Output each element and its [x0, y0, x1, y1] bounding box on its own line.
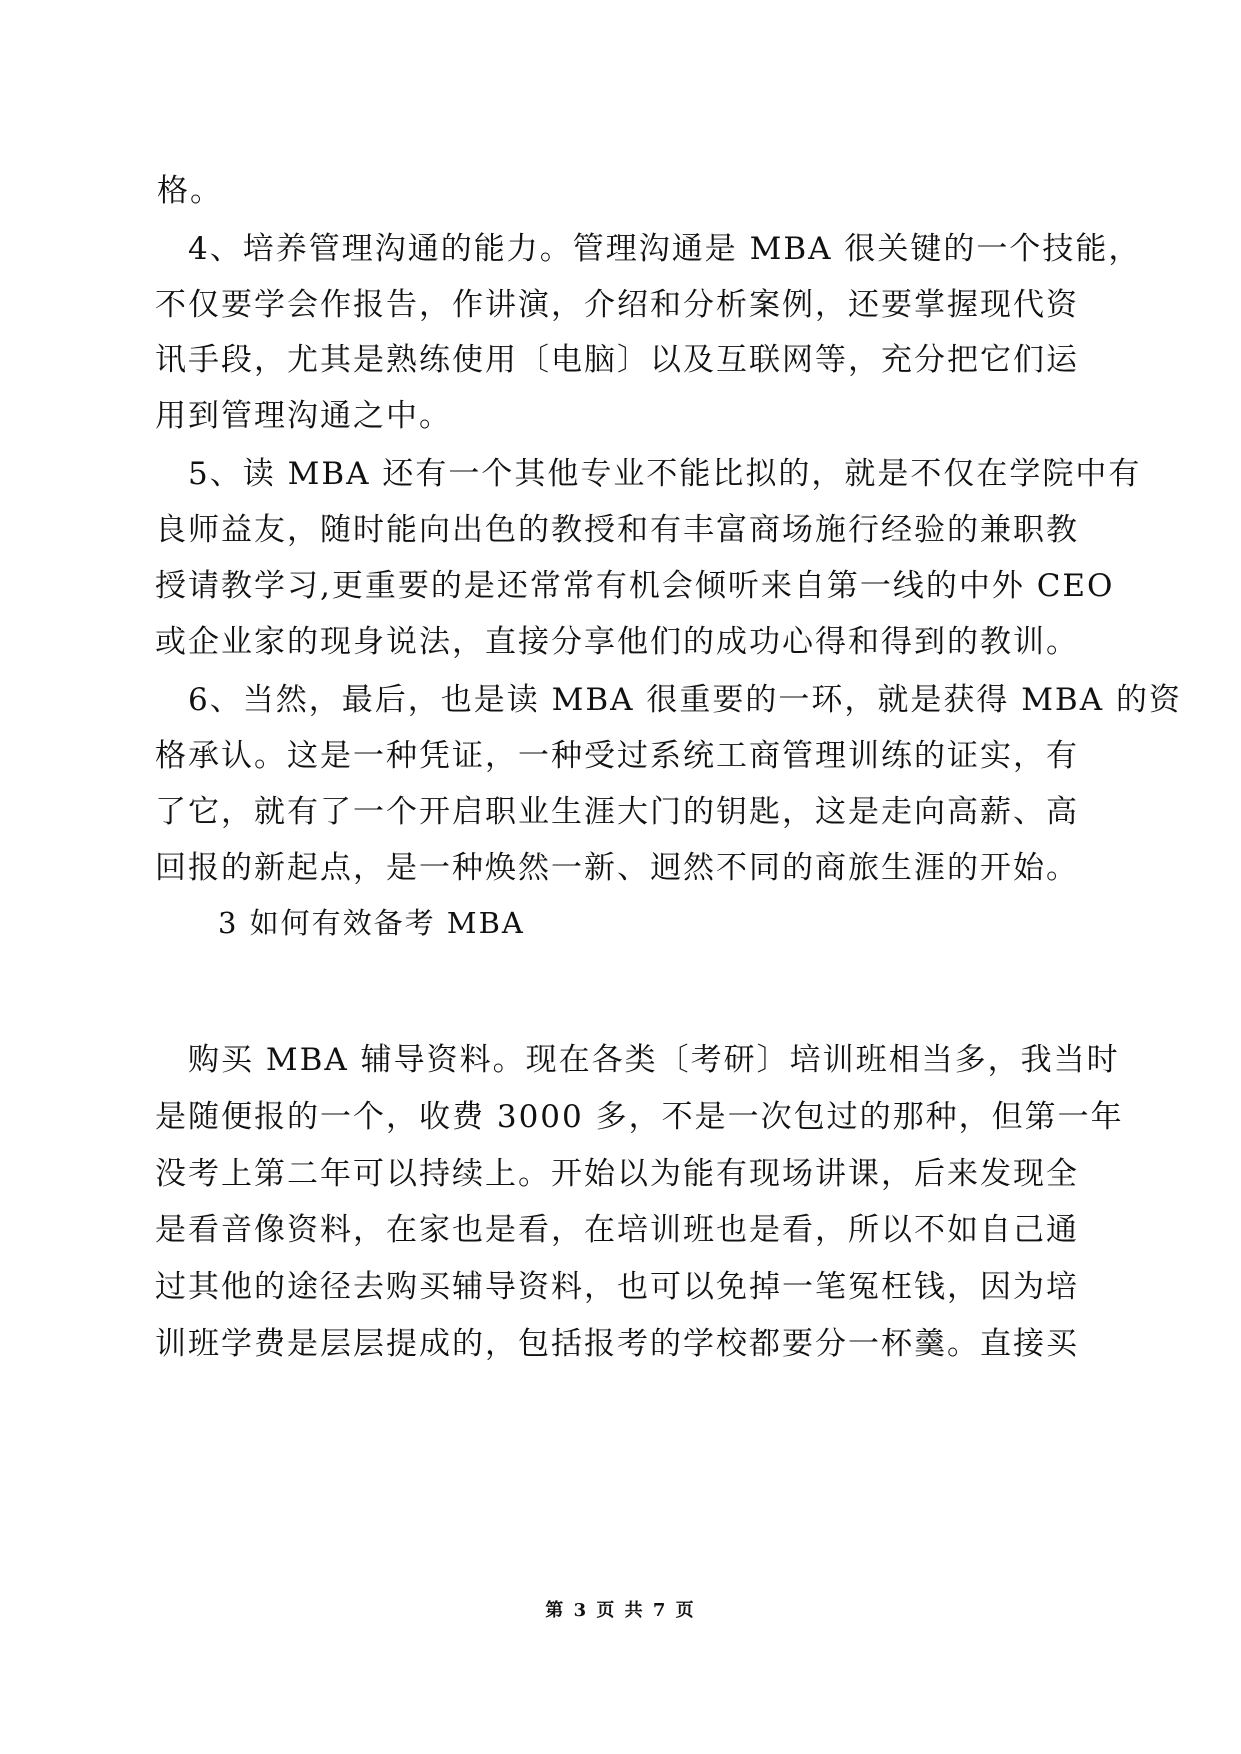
paragraph-line: 是看音像资料，在家也是看，在培训班也是看，所以不如自己通	[155, 1212, 1079, 1248]
paragraph-line: 不仅要学会作报告，作讲演，介绍和分析案例，还要掌握现代资	[155, 287, 1079, 323]
paragraph-line: 授请教学习,更重要的是还常常有机会倾听来自第一线的中外 CEO	[155, 568, 1115, 604]
paragraph-line: 6、当然，最后，也是读 MBA 很重要的一环，就是获得 MBA 的资	[188, 682, 1182, 718]
section-heading: 3 如何有效备考 MBA	[218, 906, 525, 940]
paragraph-line: 用到管理沟通之中。	[155, 398, 452, 434]
paragraph-line: 格承认。这是一种凭证，一种受过系统工商管理训练的证实，有	[155, 738, 1079, 774]
paragraph-line: 购买 MBA 辅导资料。现在各类〔考研〕培训班相当多，我当时	[188, 1042, 1120, 1078]
paragraph-line: 是随便报的一个，收费 3000 多，不是一次包过的那种，但第一年	[155, 1099, 1124, 1135]
paragraph-line: 良师益友，随时能向出色的教授和有丰富商场施行经验的兼职教	[155, 512, 1079, 548]
paragraph-line: 没考上第二年可以持续上。开始以为能有现场讲课，后来发现全	[155, 1156, 1079, 1192]
paragraph-line: 或企业家的现身说法，直接分享他们的成功心得和得到的教训。	[155, 624, 1079, 660]
paragraph-line: 过其他的途径去购买辅导资料，也可以免掉一笔冤枉钱，因为培	[155, 1269, 1079, 1305]
paragraph-line: 了它，就有了一个开启职业生涯大门的钥匙，这是走向高薪、高	[155, 794, 1079, 830]
paragraph-line: 4、培养管理沟通的能力。管理沟通是 MBA 很关键的一个技能，	[188, 231, 1142, 267]
paragraph-line: 训班学费是层层提成的，包括报考的学校都要分一杯羹。直接买	[155, 1326, 1079, 1362]
paragraph-line: 5、读 MBA 还有一个其他专业不能比拟的，就是不仅在学院中有	[188, 456, 1142, 492]
page-number-footer: 第 3 页 共 7 页	[545, 1600, 696, 1621]
paragraph-line: 格。	[157, 173, 223, 209]
paragraph-line: 回报的新起点，是一种焕然一新、迥然不同的商旅生涯的开始。	[155, 850, 1079, 886]
paragraph-line: 讯手段，尤其是熟练使用〔电脑〕以及互联网等，充分把它们运	[155, 342, 1079, 378]
